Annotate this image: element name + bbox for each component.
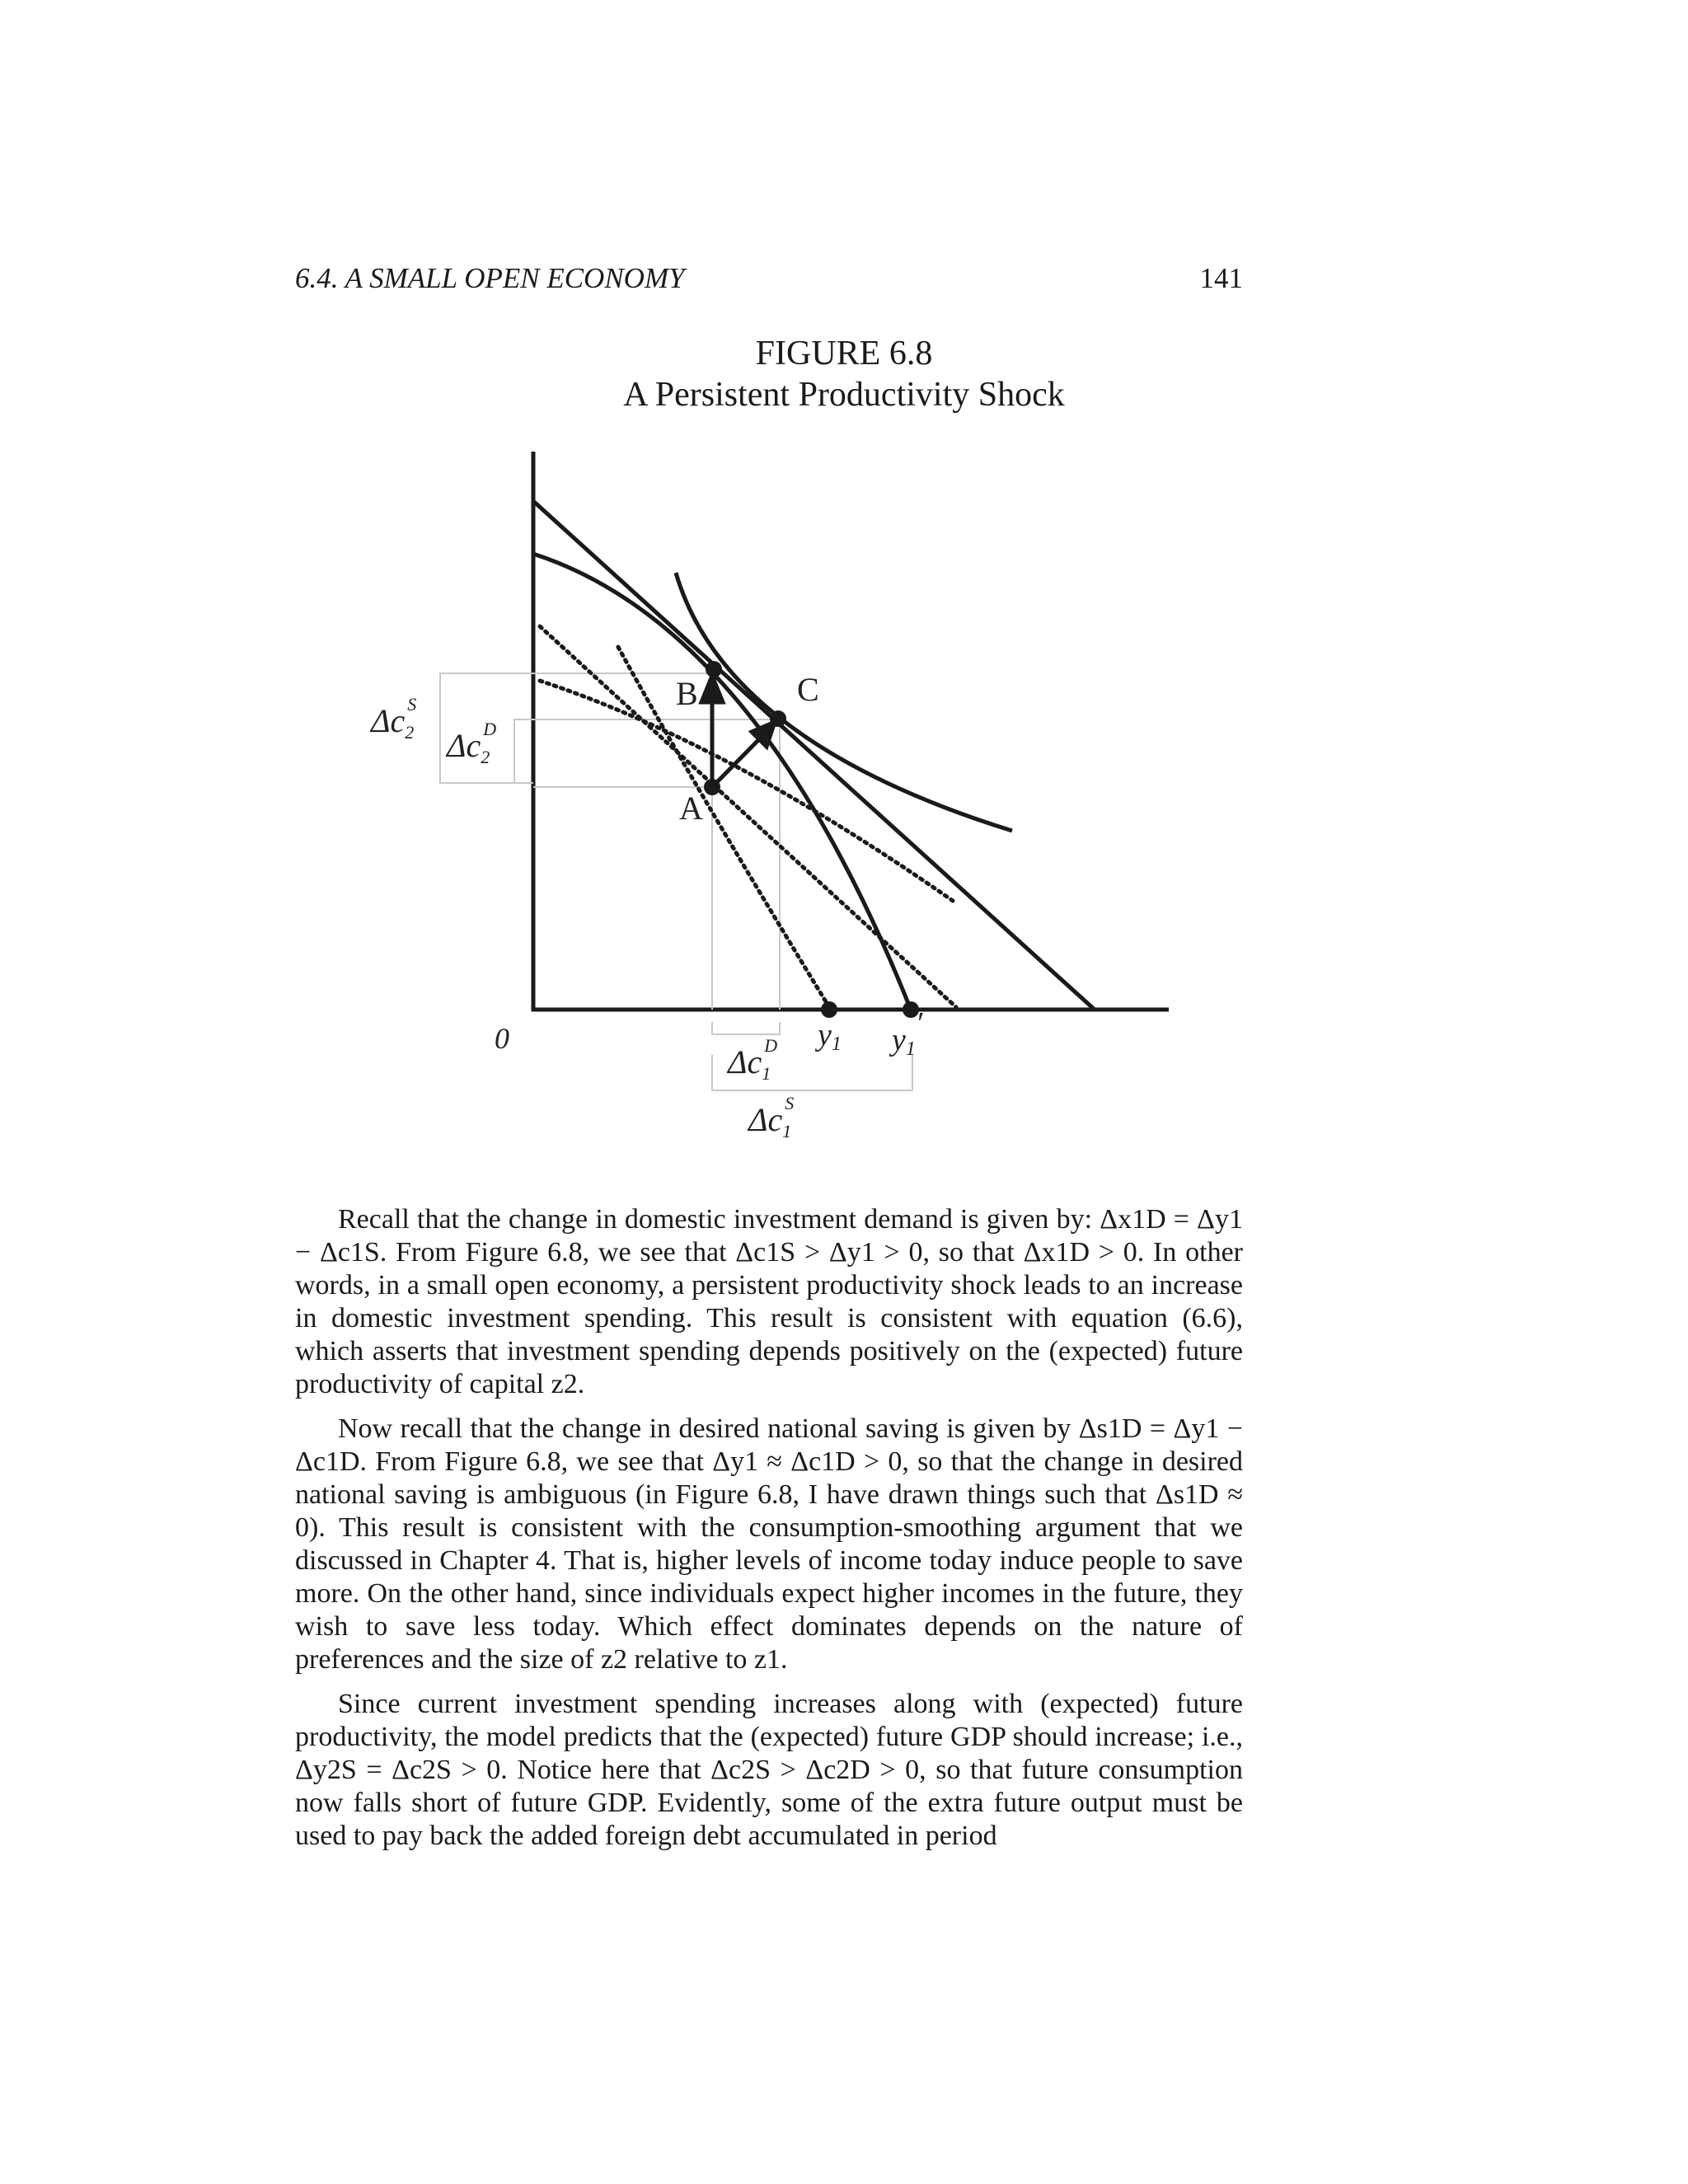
point-c-marker bbox=[770, 710, 786, 727]
paragraph: Recall that the change in domestic investment demand is given by: Δx1D = Δy1 − Δc1S. From Figure 6.8, we see that Δc1S > Δy1 > 0, so that Δx1D > 0. In other words, in a small open economy, a persistent productivity shock leads to an increase in domestic investment spending. This result is consistent with equation (6.6), which asserts that investment spending depends positively on the (expected) future productivity of capital z2. bbox=[295, 1204, 1243, 1399]
ppf-curve-new bbox=[533, 554, 911, 1010]
running-header: 6.4. A SMALL OPEN ECONOMY bbox=[295, 262, 685, 294]
dc1-s-label: $\Delta c_1S$ bbox=[748, 1093, 795, 1141]
figure-number: FIGURE 6.8 bbox=[755, 335, 933, 373]
point-a-label: A bbox=[679, 790, 703, 827]
budget-line-old bbox=[540, 626, 956, 1007]
y1-prime-label: y1′ bbox=[892, 1006, 923, 1060]
indifference-curve-high bbox=[676, 573, 1012, 831]
dc1-d-label: $\Delta c_1D$ bbox=[728, 1035, 778, 1084]
bracket-dc2-d bbox=[514, 719, 533, 783]
point-b-marker bbox=[706, 661, 722, 677]
body-text bbox=[295, 1203, 1243, 1864]
point-c-label: C bbox=[797, 671, 819, 708]
figure-title: A Persistent Productivity Shock bbox=[623, 376, 1065, 414]
dc2-d-label: $\Delta c_2D$ bbox=[447, 719, 497, 767]
point-a-marker bbox=[704, 779, 720, 795]
origin-label: 0 bbox=[495, 1022, 509, 1055]
y1-label: y1 bbox=[818, 1018, 842, 1055]
bracket-dc1-d bbox=[712, 1022, 780, 1034]
arrow-a-to-c bbox=[712, 736, 762, 787]
paragraph: Since current investment spending increases along with (expected) future productivity, the model predicts that the (expected) future GDP should increase; i.e., Δy2S = Δc2S > 0. Notice here that Δc2S > Δc2D > 0, so that future consumption now falls short of future GDP. Evidently, some of the extra future output must be used to pay back the added foreign debt accumulated in period bbox=[295, 1689, 1243, 1851]
y1-marker bbox=[821, 1001, 837, 1018]
dc2-s-label: $\Delta c_2S$ bbox=[371, 694, 417, 743]
point-b-label: B bbox=[676, 675, 698, 712]
budget-line bbox=[533, 501, 1095, 1010]
page-number: 141 bbox=[1199, 262, 1243, 294]
paragraph: Now recall that the change in desired national saving is given by Δs1D = Δy1 − Δc1D. From Figure 6.8, we see that Δy1 ≈ Δc1D > 0, so that the change in desired national saving is ambiguous (in Figure 6.8, I have drawn things such that Δs1D ≈ 0). This result is consistent with the consumption-smoothing argument that we discussed in Chapter 4. That is, higher levels of income today induce people to save more. On the other hand, since individuals expect higher incomes in the future, they wish to save less today. Which effect dominates depends on the nature of preferences and the size of z2 relative to z1. bbox=[295, 1413, 1243, 1675]
